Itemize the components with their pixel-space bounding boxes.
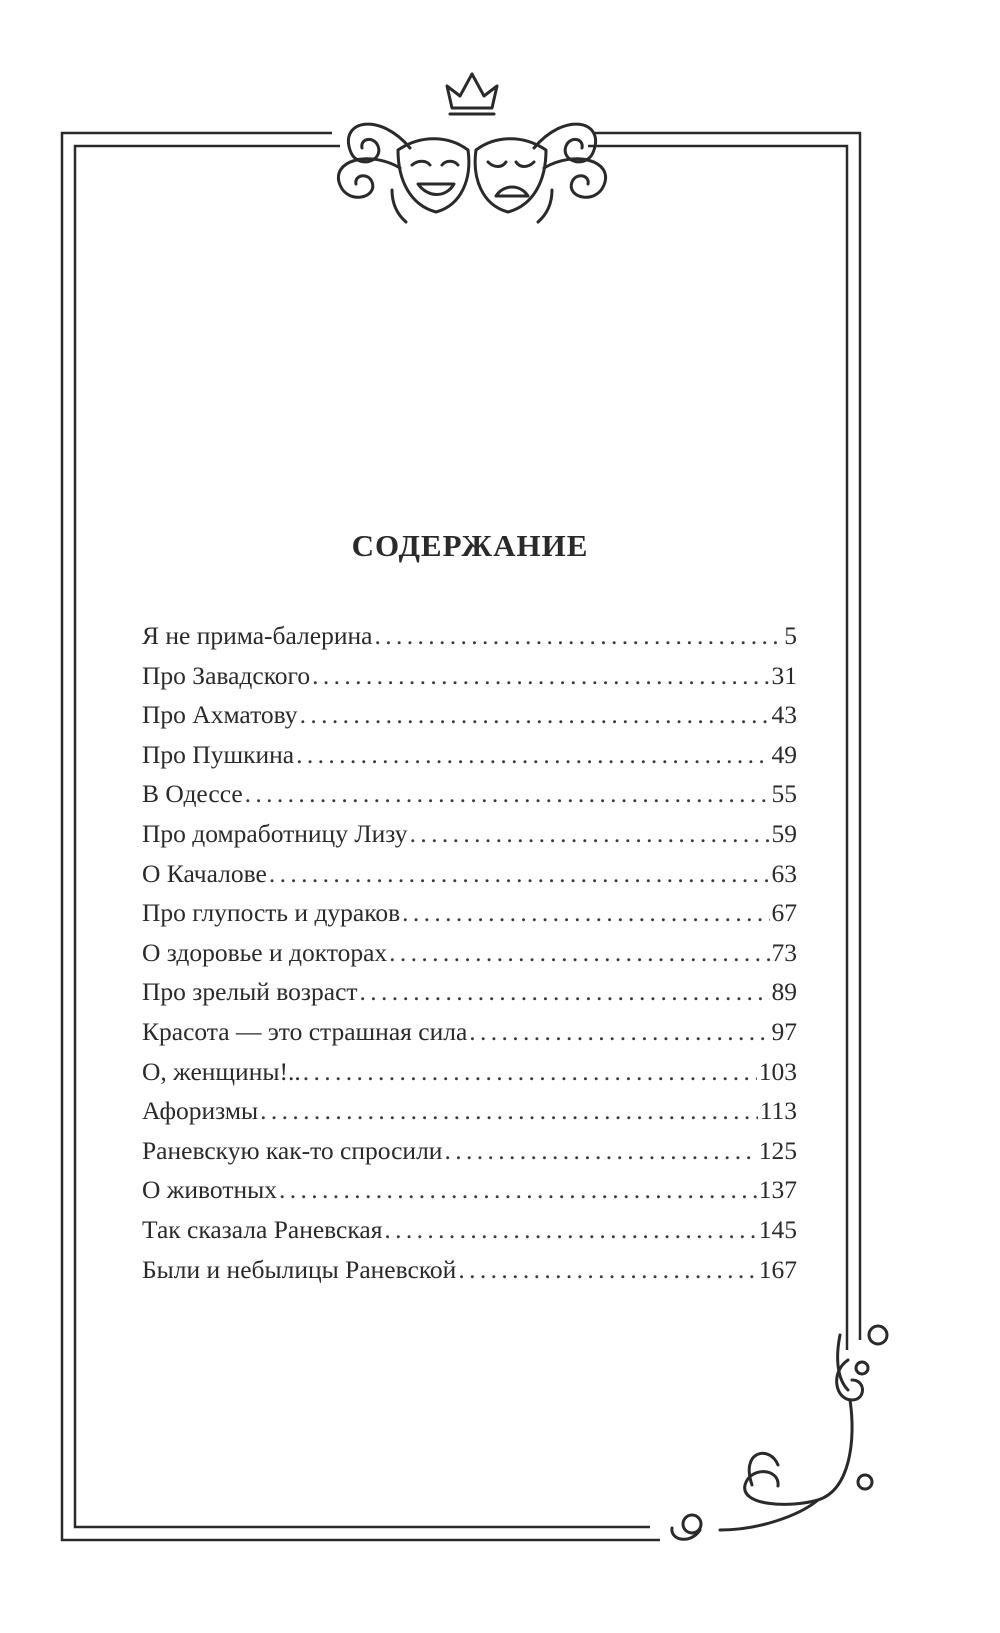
dot-leader — [260, 1091, 758, 1131]
dot-leader — [384, 1210, 756, 1250]
toc-entry-page: 49 — [771, 739, 797, 769]
toc-entry — [142, 1170, 797, 1210]
toc-entry — [142, 972, 797, 1012]
toc-entry-title: Про зрелый возраст — [142, 977, 358, 1007]
toc-entry — [142, 893, 797, 933]
toc-entry — [142, 616, 797, 656]
toc-entry — [142, 933, 797, 973]
toc-entry-page: 31 — [771, 660, 797, 690]
toc-entry — [142, 1210, 797, 1250]
toc-entry-title: Я не прима-балерина — [142, 621, 373, 650]
toc-entry-title: Афоризмы — [142, 1096, 259, 1126]
toc-entry-page: 97 — [771, 1016, 797, 1046]
dot-leader — [245, 774, 770, 814]
dot-leader — [410, 814, 770, 854]
toc-entry-title: Красота — это страшная сила — [142, 1016, 468, 1046]
toc-entry — [142, 656, 797, 696]
toc-entry-page: 113 — [759, 1096, 797, 1126]
dot-leader — [303, 1052, 757, 1092]
toc-entry-page: 137 — [758, 1175, 797, 1205]
dot-leader — [458, 1250, 756, 1290]
toc-entry-page: 145 — [758, 1214, 797, 1244]
dot-leader — [279, 1170, 757, 1210]
toc-entry-title: О здоровье и докторах — [142, 937, 388, 967]
toc-entry — [142, 695, 797, 735]
toc-entry-title: О Качалове — [142, 858, 267, 888]
corner-flourish-icon — [672, 1326, 887, 1539]
toc-entry-page: 89 — [771, 977, 797, 1007]
dot-leader — [389, 933, 769, 973]
toc-entry — [142, 1052, 797, 1092]
dot-leader — [312, 656, 769, 696]
toc-entry — [142, 774, 797, 814]
page-title: СОДЕРЖАНИЕ — [351, 528, 589, 563]
dot-leader — [469, 1012, 769, 1052]
crown-icon — [447, 74, 497, 114]
toc-entry-page: 63 — [771, 858, 797, 888]
toc-entry-title: В Одессе — [142, 779, 243, 809]
toc-entry — [142, 854, 797, 894]
dot-leader — [374, 616, 782, 656]
dot-leader — [269, 854, 770, 894]
toc-entry-title: Про домработницу Лизу — [142, 818, 408, 848]
toc-entry-page: 103 — [758, 1056, 797, 1086]
toc-entry-title: Про Пушкина — [142, 739, 295, 769]
toc-entry-title: Про глупость и дураков — [142, 898, 401, 928]
toc-entry-title: Так сказала Раневская — [142, 1214, 383, 1244]
toc-entry-title: О животных — [142, 1175, 278, 1205]
dot-leader — [402, 893, 769, 933]
toc-entry-page: 73 — [771, 937, 797, 967]
theatre-masks-icon — [338, 74, 605, 222]
toc-entry-title: Про Ахматову — [142, 700, 298, 730]
toc-entry — [142, 1131, 797, 1171]
toc-entry — [142, 1250, 797, 1290]
toc-entry-title: Про Завадского — [142, 660, 311, 690]
toc-entry-title: Раневскую как-то спросили — [142, 1135, 443, 1165]
toc-entry-page: 43 — [771, 700, 797, 730]
toc-entry-page: 167 — [758, 1254, 797, 1284]
toc-entry-page: 5 — [784, 621, 797, 650]
toc-entry-title: О, женщины!.. — [142, 1056, 301, 1086]
table-of-contents — [142, 616, 797, 1289]
toc-entry-page: 55 — [771, 779, 797, 809]
toc-entry-title: Были и небылицы Раневской — [142, 1254, 457, 1284]
toc-entry-page: 59 — [771, 818, 797, 848]
toc-entry — [142, 1012, 797, 1052]
toc-entry-page: 67 — [771, 898, 797, 928]
dot-leader — [300, 695, 770, 735]
toc-entry — [142, 1091, 797, 1131]
dot-leader — [444, 1131, 756, 1171]
toc-entry — [142, 735, 797, 775]
toc-entry — [142, 814, 797, 854]
dot-leader — [360, 972, 770, 1012]
dot-leader — [296, 735, 769, 775]
toc-entry-page: 125 — [758, 1135, 797, 1165]
